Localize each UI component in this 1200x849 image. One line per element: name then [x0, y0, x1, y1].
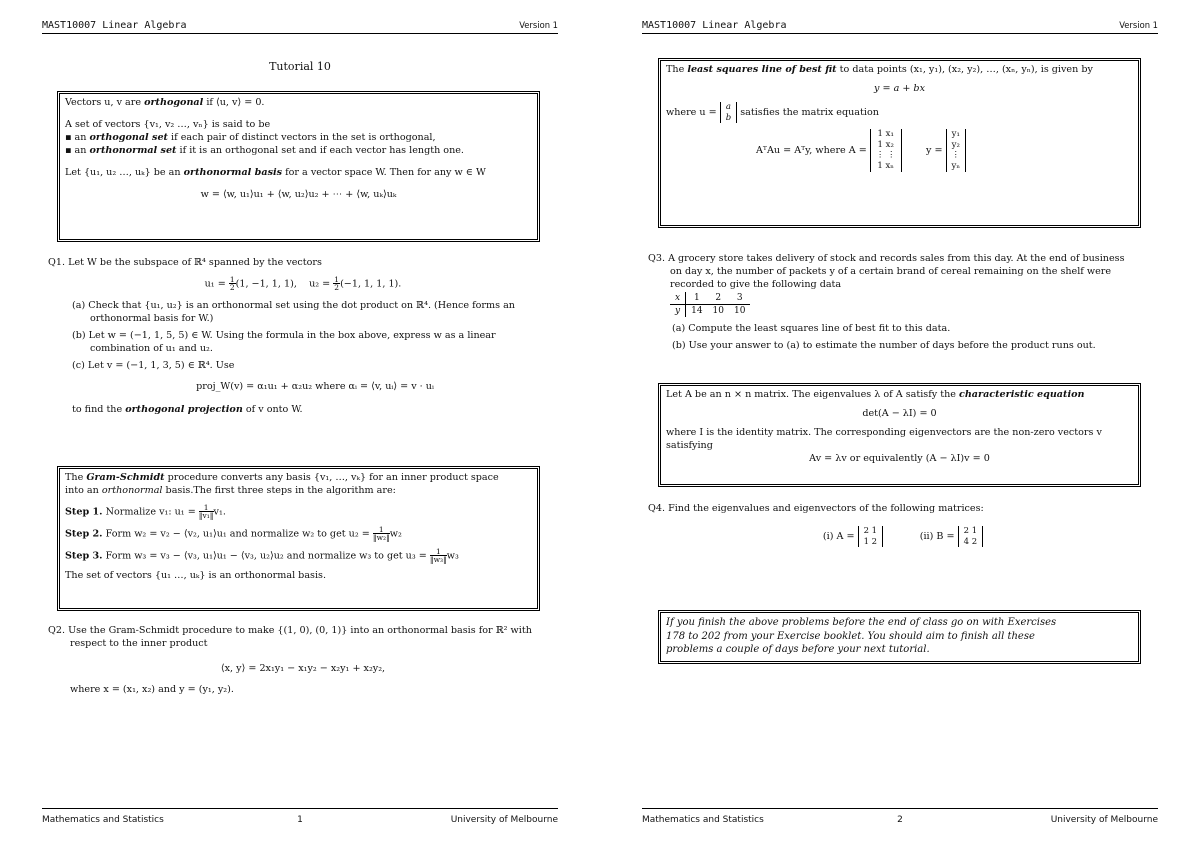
q3-part-a: (a) Compute the least squares line of best fit to this data. — [672, 323, 951, 335]
orthogonality-definition-box — [57, 91, 540, 242]
q1-part-a: (a) Check that {u₁, u₂} is an orthonormal set using the dot product on ℝ⁴. (Hence forms an orthonormal basis for W.) — [72, 299, 515, 324]
matrix-A: 2 1 1 2 — [858, 526, 884, 547]
q3-line3: recorded to give the following data — [670, 278, 842, 290]
half-fraction-2: $\frac{1}{2}$ — [334, 274, 340, 293]
eigenvalue-box — [658, 383, 1141, 487]
q1-part-c: (c) Let v = (−1, 1, 3, 5) ∈ ℝ⁴. Use proj_W(v) = α₁u₁ + α₂u₂ where αᵢ = ⟨v, uᵢ⟩ = v · uᵢ to find the orthogonal projection of v onto W. — [48, 360, 558, 417]
version-label: Version 1 — [519, 20, 558, 30]
q3-line1: Q3. A grocery store takes delivery of stock and records sales from this day. At the end of business — [648, 253, 1125, 264]
matrix-B: 2 1 4 2 — [958, 526, 984, 547]
box1-line5: Let {u₁, u₂ …, uₖ} be an orthonormal basis for a vector space W. Then for any w ∈ W — [65, 166, 486, 178]
note-line2: 178 to 202 from your Exercise booklet. You should aim to finish all these — [666, 630, 1035, 642]
page-header — [642, 19, 1158, 34]
box1-formula: w = ⟨w, u₁⟩u₁ + ⟨w, u₂⟩u₂ + ⋯ + ⟨w, uₖ⟩uₖ — [200, 188, 397, 200]
box2-line6: The set of vectors {u₁ …, uₖ} is an orthonormal basis. — [65, 569, 327, 581]
data-table: x 1 2 3 y 14 10 10 — [670, 292, 750, 317]
q2-line3: where x = (x₁, x₂) and y = (y₁, y₂). — [70, 683, 234, 695]
box3-line2: where u = a b satisfies the matrix equation — [666, 101, 879, 123]
page-footer: Mathematics and Statistics 2 University of Melbourne — [642, 808, 1158, 827]
box4-line3: satisfying — [666, 439, 713, 451]
characteristic-equation: det(A − λI) = 0 — [862, 407, 937, 419]
line-equation: y = a + bx — [874, 82, 925, 94]
q1-intro: Q1. Let W be the subspace of ℝ⁴ spanned by the vectors — [48, 257, 322, 268]
q3-part-b: (b) Use your answer to (a) to estimate the number of days before the product runs out. — [672, 340, 1096, 352]
step-1: Step 1. Normalize v₁: u₁ = $\frac{1}{\text{‖v₁‖}}$ v₁. — [65, 502, 226, 521]
box1-line2: A set of vectors {v₁, v₂ …, vₙ} is said to be — [65, 118, 271, 130]
design-matrix: 1 x₁ 1 x₂ ⋮ ⋮ 1 xₙ — [870, 129, 902, 172]
least-squares-box — [658, 58, 1141, 228]
half-fraction: $\frac{1}{2}$ — [229, 274, 235, 293]
u-vector: a b — [720, 102, 737, 123]
step-2: Step 2. Form w₂ = v₂ − ⟨v₂, u₁⟩u₁ and normalize w₂ to get u₂ = $\frac{1}{\text{‖w₂‖}}$ w₂ — [65, 524, 402, 543]
q1-vectors: u₁ = $\frac{1}{2}$ (1, −1, 1, 1), u₂ = $\frac{1}{2}$ (−1, 1, 1, 1). — [204, 274, 402, 293]
page-2 — [600, 0, 1200, 849]
question-1 — [48, 257, 558, 417]
page-number: 1 — [297, 815, 303, 825]
eigenvector-equation: Av = λv or equivalently (A − λI)v = 0 — [809, 452, 990, 464]
question-2 — [48, 625, 558, 697]
version-label: Version 1 — [1119, 20, 1158, 30]
course-title: MAST10007 Linear Algebra — [42, 20, 187, 31]
q4-matrices: (i) A = 2 1 1 2 (ii) B = 2 1 4 2 — [648, 526, 1158, 547]
course-title: MAST10007 Linear Algebra — [642, 20, 787, 31]
box1-line4: ▪ an orthonormal set if it is an orthogonal set and if each vector has length one. — [65, 144, 464, 156]
q3-line2: on day x, the number of packets y of a certain brand of cereal remaining on the shelf were — [670, 265, 1112, 277]
tutorial-title: Tutorial 10 — [269, 60, 331, 73]
step-3: Step 3. Form w₃ = v₃ − ⟨v₃, u₁⟩u₁ − ⟨v₃, u₂⟩u₂ and normalize w₃ to get u₃ = $\frac{1}{\text{‖w₃‖}}$ w₃ — [65, 546, 459, 565]
y-vector: y₁ y₂ ⋮ yₙ — [946, 129, 967, 172]
closing-note-box — [658, 610, 1141, 664]
box2-line2: into an orthonormal basis.The first three steps in the algorithm are: — [65, 484, 396, 496]
note-line1: If you finish the above problems before the end of class go on with Exercises — [666, 617, 1057, 628]
q2-line1: Q2. Use the Gram-Schmidt procedure to make {(1, 0), (0, 1)} into an orthonormal basis for ℝ² with — [48, 625, 532, 636]
box1-line3: ▪ an orthogonal set if each pair of distinct vectors in the set is orthogonal, — [65, 131, 436, 143]
normal-equation: AᵀAu = Aᵀy, where A = 1 x₁ 1 x₂ ⋮ ⋮ 1 xₙ y = y₁ y₂ ⋮ yₙ — [666, 129, 1133, 172]
q2-line2: respect to the inner product — [70, 637, 208, 649]
q4-line1: Q4. Find the eigenvalues and eigenvectors of the following matrices: — [648, 503, 984, 514]
gram-schmidt-box — [57, 466, 540, 611]
box1-line1: Vectors u, v are orthogonal if ⟨u, v⟩ = 0. — [65, 97, 265, 108]
box4-line2: where I is the identity matrix. The corresponding eigenvectors are the non-zero vectors v — [666, 426, 1102, 438]
q1-part-b: (b) Let w = (−1, 1, 5, 5) ∈ W. Using the formula in the box above, express w as a linear combination of u₁ and u₂. — [72, 329, 496, 354]
box2-line1: The Gram-Schmidt procedure converts any basis {v₁, …, vₖ} for an inner product space — [65, 472, 499, 483]
projection-formula: proj_W(v) = α₁u₁ + α₂u₂ where αᵢ = ⟨v, uᵢ⟩ = v · uᵢ — [196, 380, 434, 392]
inner-product-formula: ⟨x, y⟩ = 2x₁y₁ − x₁y₂ − x₂y₁ + x₂y₂, — [220, 662, 386, 674]
box4-line1: Let A be an n × n matrix. The eigenvalues λ of A satisfy the characteristic equation — [666, 389, 1085, 400]
note-line3: problems a couple of days before your next tutorial. — [666, 644, 930, 655]
box3-line1: The least squares line of best fit to data points (x₁, y₁), (x₂, y₂), …, (xₙ, yₙ), is given by — [666, 64, 1093, 75]
page-header — [42, 19, 558, 34]
question-3 — [648, 253, 1158, 353]
page-footer: Mathematics and Statistics 1 University of Melbourne — [42, 808, 558, 827]
question-4 — [648, 503, 1158, 547]
page-number: 2 — [897, 815, 903, 825]
